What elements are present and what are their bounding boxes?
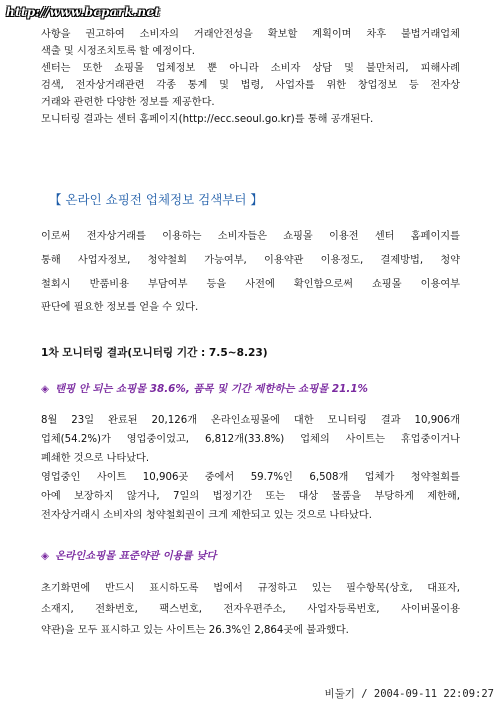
text-line: 색출 및 시정조치토록 할 예정이다.: [41, 46, 195, 57]
text-line: 약관)을 모두 표시하고 있는 사이트는 26.3%인 2,864곳에 불과했다.: [41, 625, 349, 636]
text-line: 영업중인 사이트 10,906곳 중에서 59.7%인 6,508개 업체가 청약철회를: [41, 472, 460, 483]
text-line: 모니터링 결과는 센터 홈페이지(http://ecc.seoul.go.kr)를 통해 공개된다.: [41, 114, 374, 125]
text-line: 전자상거래시 소비자의 청약철회권이 크게 제한되고 있는 것으로 나타났다.: [41, 510, 372, 521]
text-line: 8월 23일 완료된 20,126개 온라인쇼핑몰에 대한 모니터링 결과 10,906개: [41, 415, 460, 426]
site-watermark: http://www.bcpark.net: [6, 5, 161, 19]
text-line: 통해 사업자정보, 청약철회 가능여부, 이용약관 이용정도, 결제방법, 청약: [41, 255, 460, 266]
diamond-bullet-icon: ◈: [41, 383, 49, 395]
text-line: 초기화면에 반드시 표시하도록 법에서 규정하고 있는 필수항목(상호, 대표자,: [41, 583, 460, 594]
highlight-text: 탠핑 안 되는 쇼핑몰 38.6%, 품목 및 기간 제한하는 쇼핑몰 21.1%: [55, 383, 368, 395]
text-line: 업체(54.2%)가 영업중이었고, 6,812개(33.8%) 업체의 사이트는 휴업중이거나: [41, 434, 460, 445]
text-line: 판단에 필요한 정보를 얻을 수 있다.: [41, 302, 199, 313]
text-line: 검색, 전자상거래관련 각종 통계 및 법령, 사업자를 위한 창업정보 등 전자상: [41, 80, 460, 91]
highlight-line: [41, 380, 368, 395]
highlight-text: 온라인쇼핑몰 표준약관 이용률 낮다: [55, 550, 217, 562]
section-banner: 【 온라인 쇼핑전 업체정보 검색부터 】: [49, 192, 263, 207]
text-line: 이로써 전자상거래를 이용하는 소비자들은 쇼핑몰 이용전 센터 홈페이지를: [41, 231, 460, 242]
text-line: 사항을 권고하여 소비자의 거래안전성을 확보할 계획이며 차후 불법거래업체: [41, 29, 460, 40]
monitoring-heading: 1차 모니터링 결과(모니터링 기간 : 7.5~8.23): [41, 347, 268, 359]
text-line: 센터는 또한 쇼핑몰 업체정보 뿐 아니라 소비자 상담 및 불만처리, 피해사례: [41, 63, 460, 74]
text-line: 소재지, 전화번호, 팩스번호, 전자우편주소, 사업자등록번호, 사이버몰이용: [41, 604, 460, 615]
text-line: 철회시 반품비용 부담여부 등을 사전에 확인함으로써 쇼핑몰 이용여부: [41, 279, 460, 290]
text-line: 아예 보장하지 않거나, 7일의 법정기간 또는 대상 물품을 부당하게 제한해,: [41, 491, 460, 502]
text-line: 거래와 관련한 다양한 정보를 제공한다.: [41, 97, 215, 108]
diamond-bullet-icon: ◈: [41, 550, 49, 562]
post-author-timestamp: 비둘기 / 2004-09-11 22:09:27: [324, 688, 494, 700]
highlight-line: [41, 547, 216, 562]
text-line: 폐쇄한 것으로 나타났다.: [41, 453, 150, 464]
